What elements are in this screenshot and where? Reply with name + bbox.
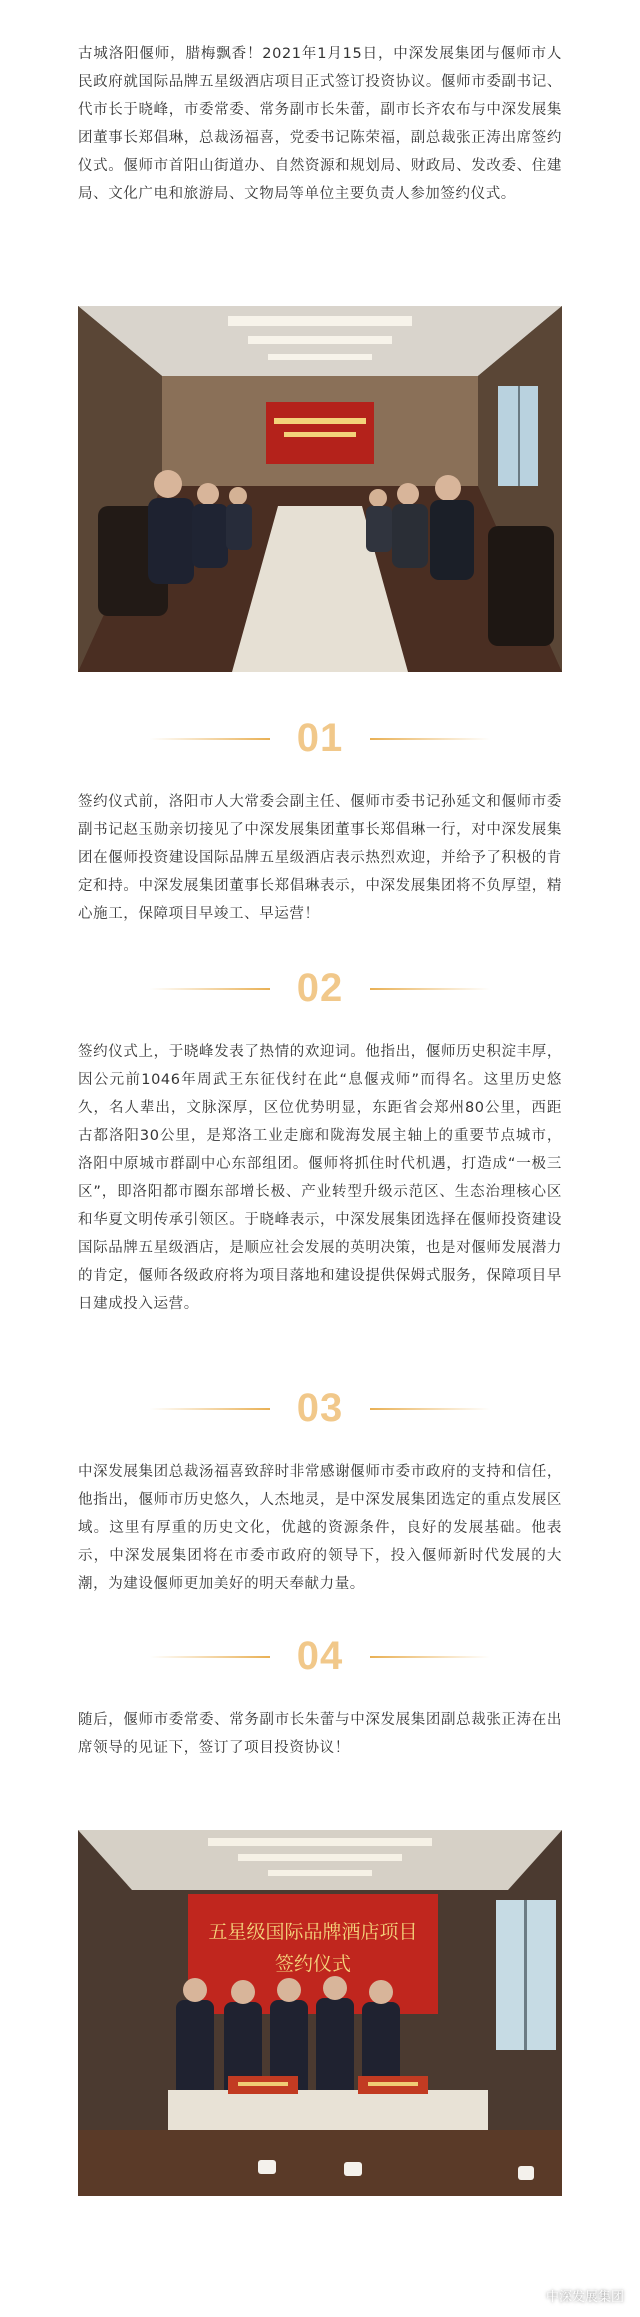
divider-line-right [370,738,490,740]
section-number: 04 [296,1634,344,1678]
section-divider-04 [150,1636,490,1676]
meeting-room-photo [78,306,562,672]
divider-line-right [370,1656,490,1658]
account-watermark [524,2286,624,2305]
section-number: 03 [296,1386,344,1430]
divider-line-right [370,988,490,990]
banner-subtitle-text: 签约仪式 [274,1953,352,1975]
wechat-icon [524,2288,540,2304]
section-divider-03 [150,1388,490,1428]
signing-ceremony-photo [78,1830,562,2196]
section-1-paragraph: 签约仪式前，洛阳市人大常委会副主任、偃师市委书记孙延文和偃师市委副书记赵玉勋亲切接见了中深发展集团董事长郑倡琳一行，对中深发展集团在偃师投资建设国际品牌五星级酒店表示热烈欢迎，并给予了积极的肯定和持。中深发展集团董事长郑倡琳表示，中深发展集团将不负厚望，精心施工，保障项目早竣工、早运营！ [78,794,562,922]
account-name: 中深发展集团 [545,2290,624,2305]
intro-paragraph: 古城洛阳偃师，腊梅飘香！2021年1月15日，中深发展集团与偃师市人民政府就国际品牌五星级酒店项目正式签订投资协议。偃师市委副书记、代市长于晓峰，市委常委、常务副市长朱蕾，副市长齐农布与中深发展集团董事长郑倡琳，总裁汤福喜，党委书记陈荣福，副总裁张正涛出席签约仪式。偃师市首阳山街道办、自然资源和规划局、财政局、发改委、住建局、文化广电和旅游局、文物局等单位主要负责人参加签约仪式。 [78,46,562,202]
section-number: 01 [296,716,344,760]
section-number: 02 [296,966,344,1010]
section-3-paragraph: 中深发展集团总裁汤福喜致辞时非常感谢偃师市委市政府的支持和信任，他指出，偃师市历史悠久，人杰地灵，是中深发展集团选定的重点发展区域。这里有厚重的历史文化，优越的资源条件，良好的发展基础。他表示，中深发展集团将在市委市政府的领导下，投入偃师新时代发展的大潮，为建设偃师更加美好的明天奉献力量。 [78,1464,562,1592]
section-divider-01 [150,718,490,758]
section-divider-02 [150,968,490,1008]
section-2-paragraph: 签约仪式上，于晓峰发表了热情的欢迎词。他指出，偃师历史积淀丰厚，因公元前1046年周武王东征伐纣在此“息偃戎师”而得名。这里历史悠久，名人辈出，文脉深厚，区位优势明显，东距省会郑州80公里，西距古都洛阳30公里，是郑洛工业走廊和陇海发展主轴上的重要节点城市，洛阳中原城市群副中心东部组团。偃师将抓住时代机遇，打造成“一极三区”，即洛阳都市圈东部增长极、产业转型升级示范区、生态治理核心区和华夏文明传承引领区。于晓峰表示，中深发展集团选择在偃师投资建设国际品牌五星级酒店，是顺应社会发展的英明决策，也是对偃师发展潜力的肯定，偃师各级政府将为项目落地和建设提供保姆式服务，保障项目早日建成投入运营。 [78,1044,562,1312]
divider-line-right [370,1408,490,1410]
banner-title-text: 五星级国际品牌酒店项目 [208,1921,418,1943]
section-4-paragraph: 随后，偃师市委常委、常务副市长朱蕾与中深发展集团副总裁张正涛在出席领导的见证下，签订了项目投资协议！ [78,1712,562,1756]
